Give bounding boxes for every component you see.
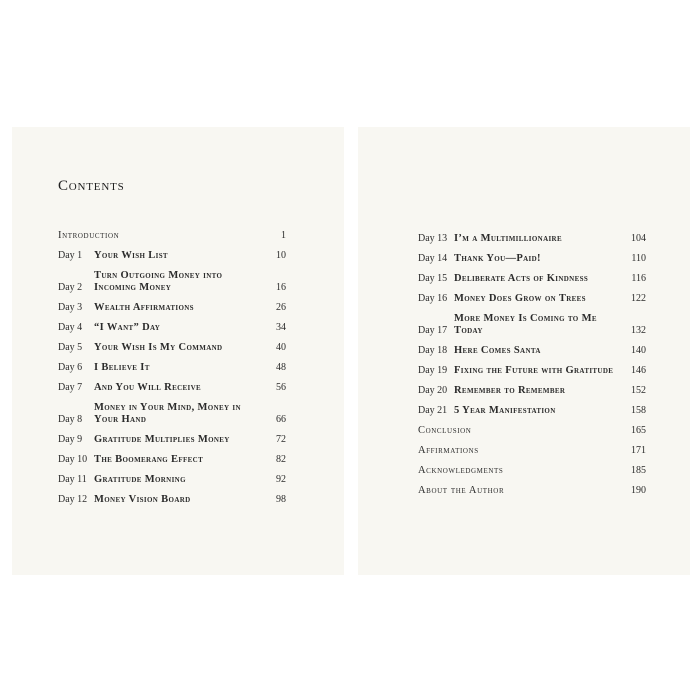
toc-entry[interactable]	[58, 402, 286, 426]
toc-chapter-title: Affirmations	[418, 445, 479, 456]
toc-page-number: 48	[276, 362, 286, 373]
toc-chapter-title: Here Comes Santa	[454, 345, 541, 356]
toc-day-label: Day 12	[58, 494, 88, 505]
toc-entry[interactable]	[418, 405, 646, 417]
toc-list-right	[418, 233, 646, 497]
toc-chapter-title: I Believe It	[94, 362, 150, 373]
toc-page-number: 92	[276, 474, 286, 485]
toc-day-label: Day 15	[418, 273, 448, 284]
toc-chapter-title: 5 Year Manifestation	[454, 405, 556, 416]
toc-page-number: 110	[631, 253, 646, 264]
toc-day-label: Day 18	[418, 345, 448, 356]
toc-chapter-title: Money in Your Mind, Money in Your Hand	[94, 402, 241, 425]
toc-page-number: 56	[276, 382, 286, 393]
toc-page-number: 122	[631, 293, 646, 304]
toc-chapter-title: The Boomerang Effect	[94, 454, 204, 465]
contents-heading: Contents	[58, 178, 125, 194]
toc-page-number: 158	[631, 405, 646, 416]
toc-day-label: Day 10	[58, 454, 88, 465]
toc-chapter-title: Turn Outgoing Money into Incoming Money	[94, 270, 223, 293]
toc-chapter-title: Money Does Grow on Trees	[454, 293, 586, 304]
toc-page-number: 1	[281, 230, 286, 241]
toc-chapter-title: I’m a Multimillionaire	[454, 233, 562, 244]
toc-chapter-title: “I Want” Day	[94, 322, 161, 333]
right-page	[358, 127, 690, 575]
toc-page-number: 140	[631, 345, 646, 356]
toc-chapter-title: Fixing the Future with Gratitude	[454, 365, 614, 376]
toc-page-number: 165	[631, 425, 646, 436]
toc-entry[interactable]	[418, 345, 646, 357]
toc-entry[interactable]	[58, 230, 286, 242]
toc-day-label: Day 21	[418, 405, 448, 416]
toc-page-number: 66	[276, 414, 286, 425]
toc-day-label: Day 3	[58, 302, 83, 313]
toc-entry[interactable]	[418, 365, 646, 377]
toc-page-number: 40	[276, 342, 286, 353]
toc-chapter-title: Your Wish Is My Command	[94, 342, 223, 353]
toc-day-label: Day 4	[58, 322, 83, 333]
toc-day-label: Day 17	[418, 325, 448, 336]
toc-entry[interactable]	[418, 253, 646, 265]
toc-day-label: Day 16	[418, 293, 448, 304]
toc-chapter-title: And You Will Receive	[94, 382, 202, 393]
toc-day-label: Day 14	[418, 253, 448, 264]
toc-page-number: 152	[631, 385, 646, 396]
toc-entry[interactable]	[418, 485, 646, 497]
toc-chapter-title: Acknowledgments	[418, 465, 504, 476]
toc-list-left	[58, 230, 286, 506]
toc-day-label: Day 8	[58, 414, 83, 425]
toc-entry[interactable]	[58, 474, 286, 486]
toc-page-number: 171	[631, 445, 646, 456]
toc-entry[interactable]	[418, 273, 646, 285]
toc-entry[interactable]	[58, 302, 286, 314]
toc-chapter-title: Deliberate Acts of Kindness	[454, 273, 589, 284]
toc-entry[interactable]	[418, 293, 646, 305]
toc-entry[interactable]	[58, 342, 286, 354]
toc-entry[interactable]	[58, 494, 286, 506]
toc-entry[interactable]	[58, 382, 286, 394]
toc-page-number: 190	[631, 485, 646, 496]
left-page	[12, 127, 344, 575]
toc-page-number: 132	[631, 325, 646, 336]
toc-page-number: 185	[631, 465, 646, 476]
toc-day-label: Day 19	[418, 365, 448, 376]
toc-entry[interactable]	[418, 385, 646, 397]
toc-day-label: Day 20	[418, 385, 448, 396]
toc-page-number: 116	[631, 273, 646, 284]
toc-page-number: 34	[276, 322, 286, 333]
toc-entry[interactable]	[58, 250, 286, 262]
toc-entry[interactable]	[58, 434, 286, 446]
toc-chapter-title: Money Vision Board	[94, 494, 191, 505]
toc-day-label: Day 1	[58, 250, 83, 261]
toc-chapter-title: More Money Is Coming to Me Today	[454, 313, 597, 336]
toc-entry[interactable]	[418, 313, 646, 337]
toc-page-number: 10	[276, 250, 286, 261]
toc-page-number: 98	[276, 494, 286, 505]
toc-day-label: Day 2	[58, 282, 83, 293]
toc-entry[interactable]	[418, 233, 646, 245]
toc-entry[interactable]	[58, 322, 286, 334]
toc-chapter-title: Remember to Remember	[454, 385, 566, 396]
toc-chapter-title: Conclusion	[418, 425, 472, 436]
toc-page-number: 146	[631, 365, 646, 376]
toc-entry[interactable]	[418, 465, 646, 477]
toc-page-number: 104	[631, 233, 646, 244]
toc-entry[interactable]	[58, 454, 286, 466]
toc-chapter-title: About the Author	[418, 485, 505, 496]
toc-chapter-title: Gratitude Multiplies Money	[94, 434, 230, 445]
toc-entry[interactable]	[58, 362, 286, 374]
toc-day-label: Day 5	[58, 342, 83, 353]
toc-day-label: Day 6	[58, 362, 83, 373]
toc-page-number: 82	[276, 454, 286, 465]
toc-page-number: 72	[276, 434, 286, 445]
toc-chapter-title: Gratitude Morning	[94, 474, 186, 485]
toc-chapter-title: Introduction	[58, 230, 120, 241]
toc-chapter-title: Thank You—Paid!	[454, 253, 541, 264]
toc-entry[interactable]	[418, 445, 646, 457]
toc-day-label: Day 13	[418, 233, 448, 244]
toc-day-label: Day 7	[58, 382, 83, 393]
toc-page-number: 16	[276, 282, 286, 293]
toc-chapter-title: Your Wish List	[94, 250, 168, 261]
toc-page-number: 26	[276, 302, 286, 313]
toc-day-label: Day 11	[58, 474, 87, 485]
toc-entry[interactable]	[58, 270, 286, 294]
toc-day-label: Day 9	[58, 434, 83, 445]
toc-entry[interactable]	[418, 425, 646, 437]
toc-chapter-title: Wealth Affirmations	[94, 302, 194, 313]
